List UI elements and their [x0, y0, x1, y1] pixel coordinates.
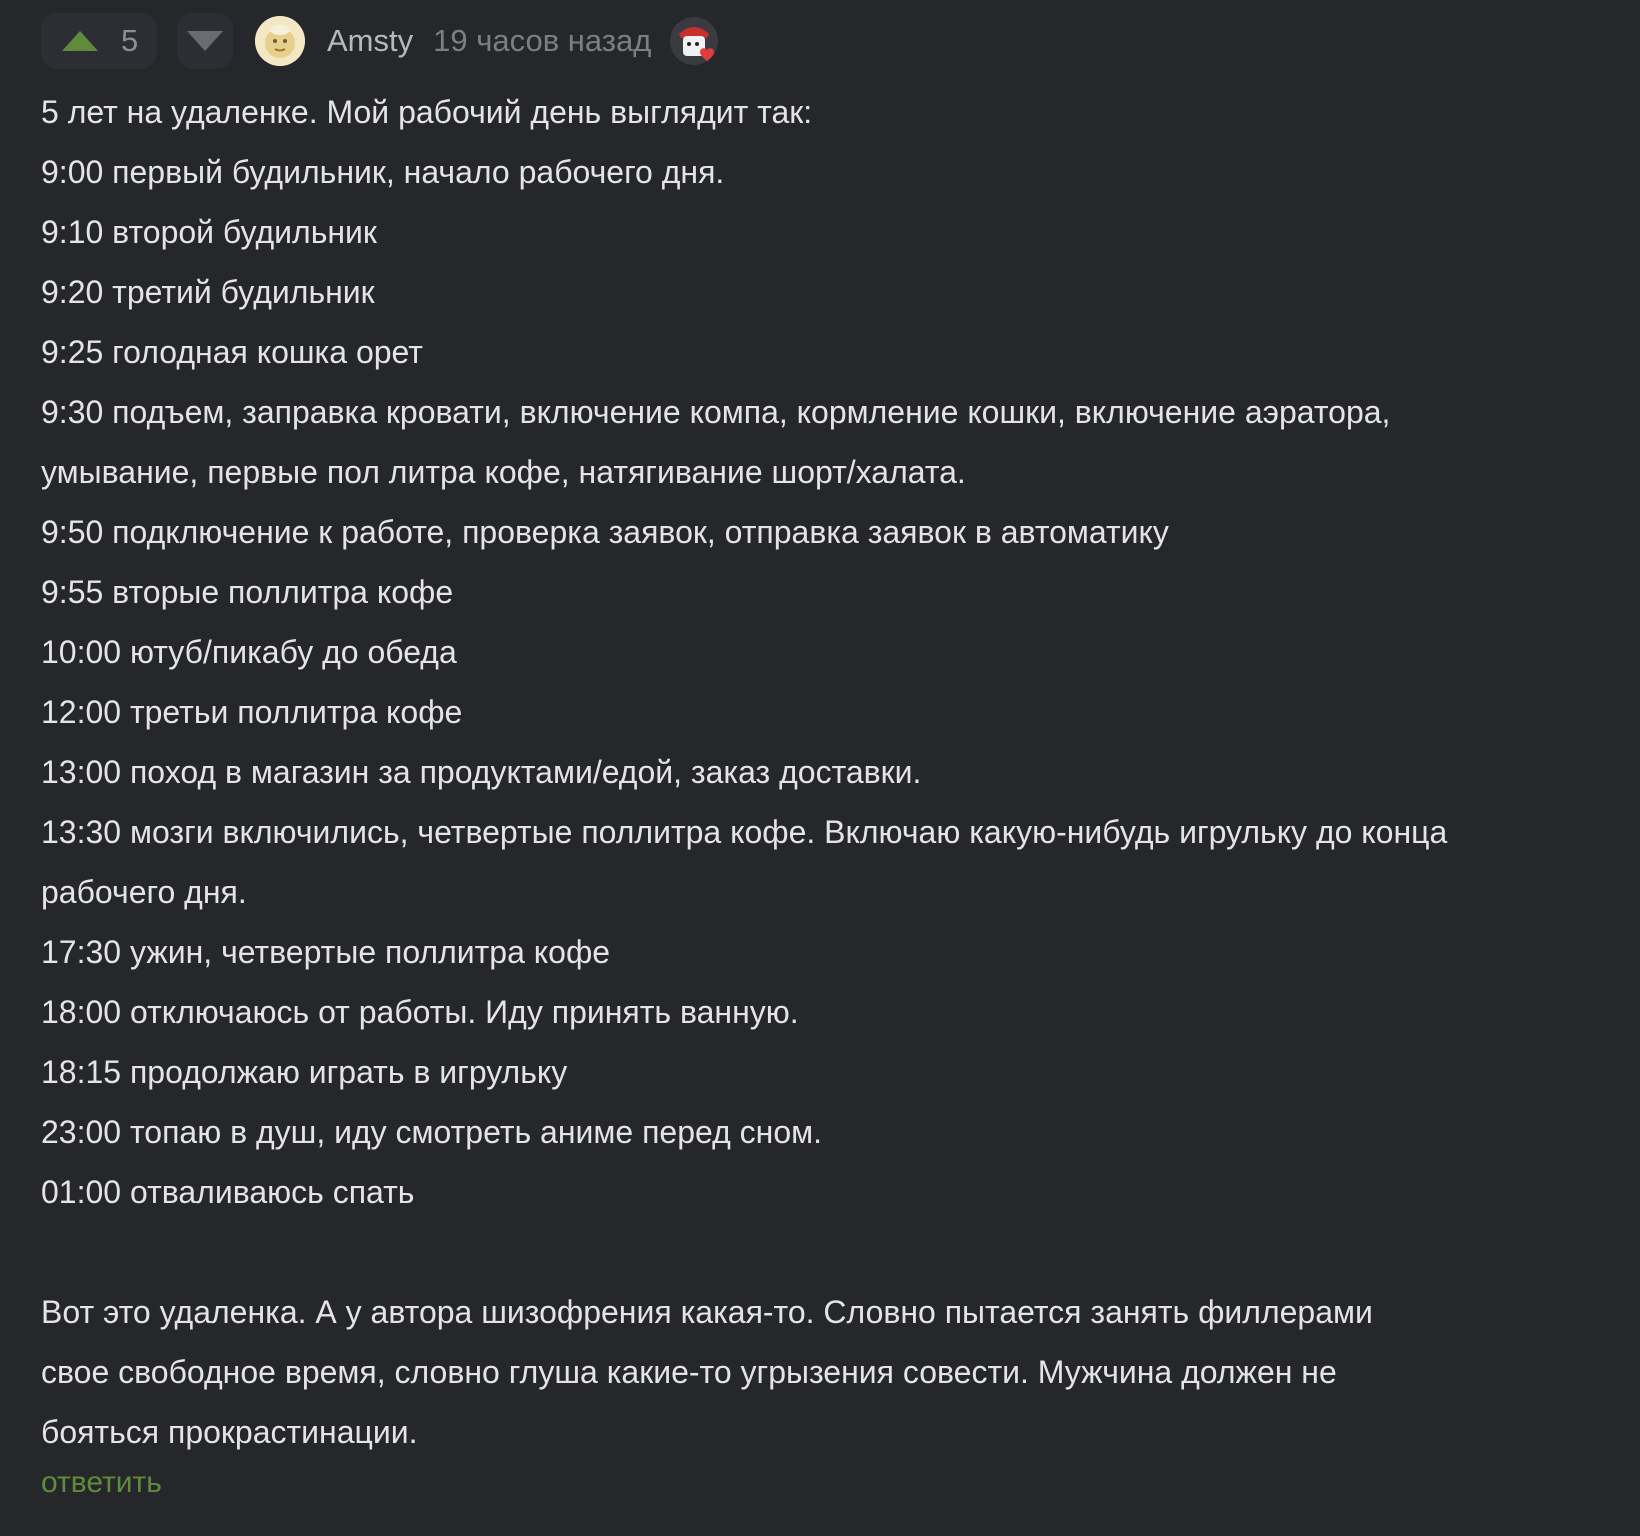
comment-header: [41, 0, 1621, 82]
comment-body: [41, 82, 1621, 1462]
paragraph-gap: [41, 1222, 1621, 1282]
comment-line: 9:55 вторые поллитра кофе: [41, 574, 454, 610]
comment-line: 23:00 топаю в душ, иду смотреть аниме перед сном.: [41, 1114, 822, 1150]
vote-controls: [41, 13, 233, 69]
avatar[interactable]: [255, 16, 305, 66]
rating-count: 5: [121, 23, 139, 58]
heart-badge-icon: [669, 16, 719, 66]
comment-line: рабочего дня.: [41, 874, 247, 910]
comment-line: 13:30 мозги включились, четвертые поллитра кофе. Включаю какую-нибудь игрульку до конца: [41, 814, 1448, 850]
comment-line: 10:00 ютуб/пикабу до обеда: [41, 634, 457, 670]
comment-line: 9:20 третий будильник: [41, 274, 375, 310]
comment-line: свое свободное время, словно глуша какие-то угрызения совести. Мужчина должен не: [41, 1354, 1337, 1390]
comment-line: 13:00 поход в магазин за продуктами/едой, заказ доставки.: [41, 754, 922, 790]
author-name[interactable]: Amsty: [327, 23, 414, 58]
triangle-up-icon: [61, 30, 99, 52]
comment-line: 18:00 отключаюсь от работы. Иду принять ванную.: [41, 994, 799, 1030]
reply-link[interactable]: ответить: [41, 1466, 162, 1499]
comment: [41, 0, 1621, 1500]
comment-line: 5 лет на удаленке. Мой рабочий день выглядит так:: [41, 94, 813, 130]
comment-line: 9:30 подъем, заправка кровати, включение компа, кормление кошки, включение аэратора,: [41, 394, 1391, 430]
comment-line: 17:30 ужин, четвертые поллитра кофе: [41, 934, 611, 970]
upvote-box: [41, 13, 157, 69]
triangle-down-icon: [186, 30, 224, 52]
comment-line: 9:10 второй будильник: [41, 214, 377, 250]
comment-line: 9:25 голодная кошка орет: [41, 334, 423, 370]
comment-line: умывание, первые пол литра кофе, натягивание шорт/халата.: [41, 454, 966, 490]
comment-line: бояться прокрастинации.: [41, 1414, 418, 1450]
comment-line: 12:00 третьи поллитра кофе: [41, 694, 463, 730]
avatar-image: [255, 16, 305, 66]
downvote-button[interactable]: [177, 13, 233, 69]
comment-line: 9:50 подключение к работе, проверка заявок, отправка заявок в автоматику: [41, 514, 1169, 550]
comment-line: 9:00 первый будильник, начало рабочего дня.: [41, 154, 725, 190]
upvote-button[interactable]: [61, 29, 99, 53]
comment-line: Вот это удаленка. А у автора шизофрения какая-то. Словно пытается занять филлерами: [41, 1294, 1373, 1330]
comment-line: 01:00 отваливаюсь спать: [41, 1174, 415, 1210]
comment-line: 18:15 продолжаю играть в игрульку: [41, 1054, 568, 1090]
comment-timestamp: 19 часов назад: [433, 23, 652, 58]
